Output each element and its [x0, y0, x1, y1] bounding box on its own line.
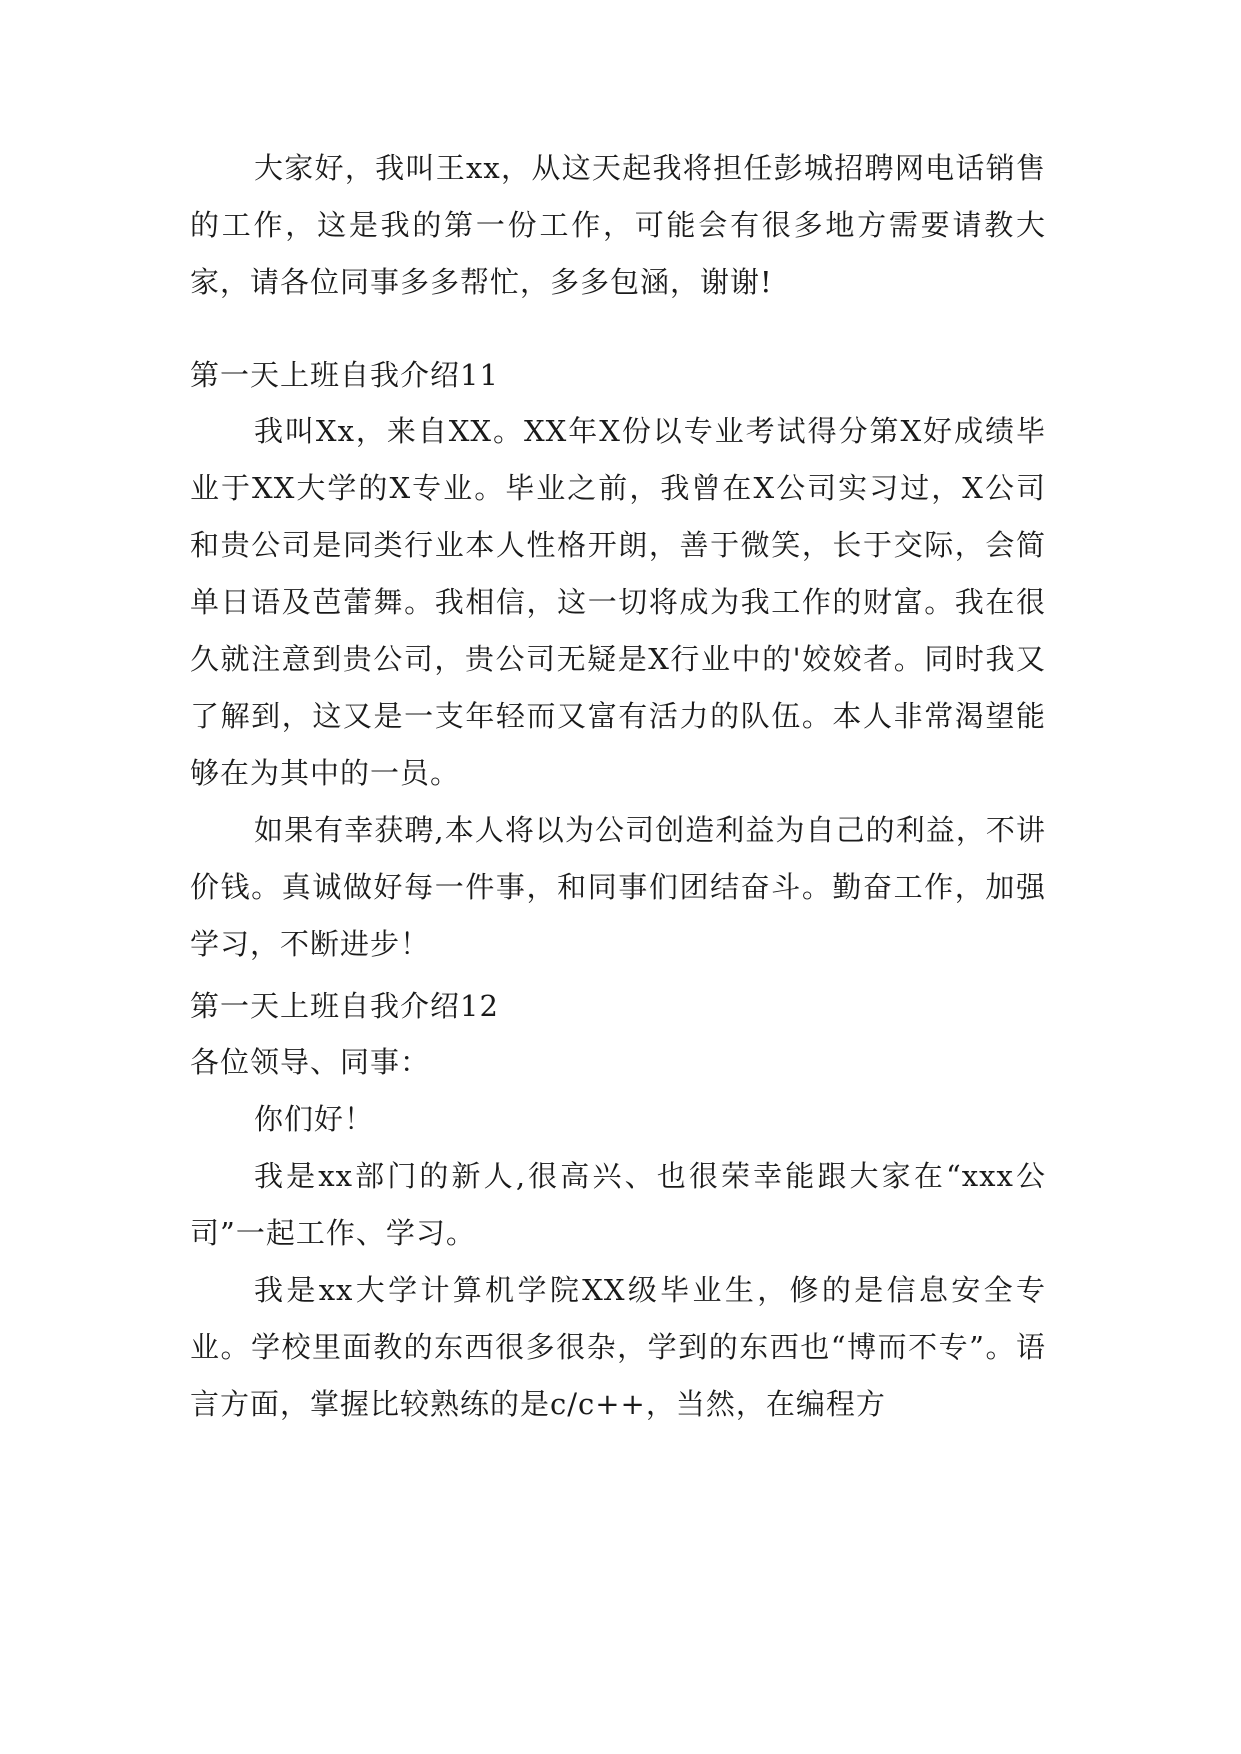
paragraph: 你们好！	[254, 1102, 375, 1136]
section-11-body	[190, 403, 1046, 973]
section-12-body	[190, 1034, 1046, 1433]
paragraph: 大家好，我叫王xx，从这天起我将担任彭城招聘网电话销售的工作，这是我的第一份工作，可能会有很多地方需要请教大家，请各位同事多多帮忙，多多包涵，谢谢!	[190, 151, 1046, 299]
paragraph: 如果有幸获聘,本人将以为公司创造利益为自己的利益，不讲价钱。真诚做好每一件事，和同事们团结奋斗。勤奋工作，加强学习，不断进步！	[190, 813, 1046, 961]
intro-block	[190, 140, 1046, 311]
section-heading: 第一天上班自我介绍11	[190, 358, 499, 392]
paragraph: 我是xx大学计算机学院XX级毕业生，修的是信息安全专业。学校里面教的东西很多很杂，学到的东西也“博而不专”。语言方面，掌握比较熟练的是c/c++，当然，在编程方	[190, 1273, 1046, 1421]
paragraph: 我叫Xx，来自XX。XX年X份以专业考试得分第X好成绩毕业于XX大学的X专业。毕业之前，我曾在X公司实习过，X公司和贵公司是同类行业本人性格开朗，善于微笑，长于交际，会简单日语及芭蕾舞。我相信，这一切将成为我工作的财富。我在很久就注意到贵公司，贵公司无疑是X行业中的'姣姣者。同时我又了解到，这又是一支年轻而又富有活力的队伍。本人非常渴望能够在为其中的一员。	[190, 414, 1046, 790]
salutation: 各位领导、同事：	[190, 1045, 431, 1079]
section-heading: 第一天上班自我介绍12	[190, 989, 499, 1023]
paragraph: 我是xx部门的新人,很高兴、也很荣幸能跟大家在“xxx公司”一起工作、学习。	[190, 1159, 1046, 1250]
